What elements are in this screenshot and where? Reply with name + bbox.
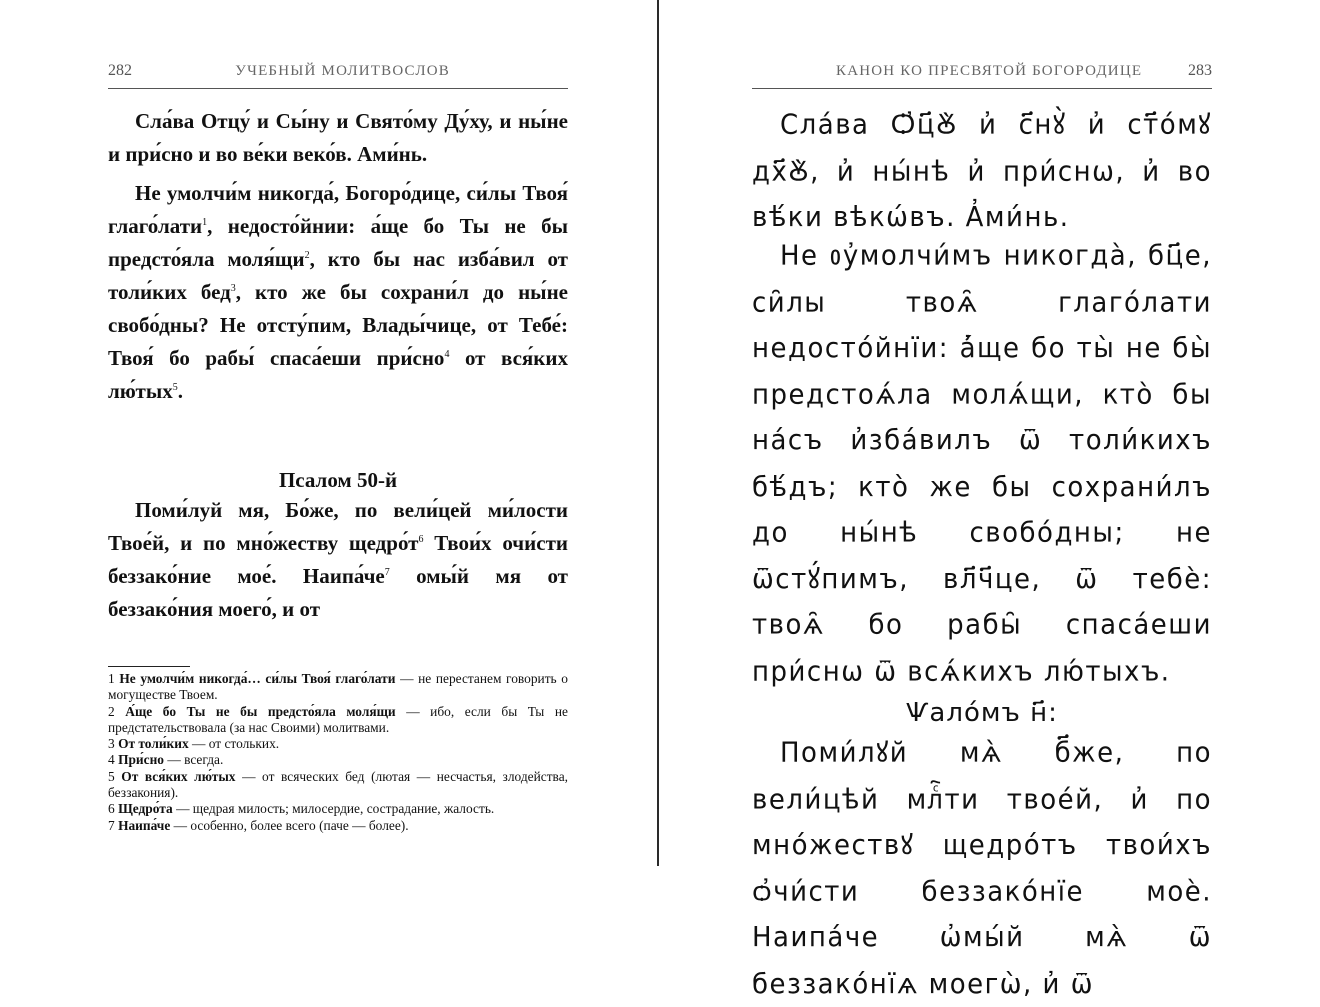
cs-psalm-title: Ѱало́мъ н҃:	[752, 695, 1212, 731]
psalm-text-2: Твои́х очи́сти беззако́ние мое́. Наипа́че	[108, 531, 568, 588]
footnote-ref-6[interactable]: 6	[419, 534, 424, 545]
gutter-divider	[657, 0, 659, 866]
footnote-7	[108, 818, 568, 834]
footnote-ref-3[interactable]: 3	[231, 283, 236, 294]
footnote-number: 3	[108, 736, 115, 751]
footnote-term: А́ще бо Ты не бы предсто́яла моля́щи	[125, 704, 395, 719]
footnote-term: Не умолчи́м никогда́… си́лы Твоя́ глаго́лати	[119, 671, 395, 686]
footnote-3	[108, 736, 568, 752]
hymn-text-2: , недосто́йнии: а́ще бо Ты не бы предсто́яла моля́щи	[108, 214, 568, 271]
footnote-ref-7[interactable]: 7	[385, 567, 390, 578]
right-page-number: 283	[1188, 62, 1212, 80]
footnote-term: При́сно	[118, 752, 164, 767]
footnote-number: 2	[108, 704, 115, 719]
footnote-text: — от всяческих бед (лютая — несчастья, злодейства, беззакония).	[108, 769, 568, 800]
right-body	[752, 103, 1212, 992]
left-page	[108, 62, 568, 834]
footnote-number: 4	[108, 752, 115, 767]
right-running-head	[752, 62, 1212, 89]
footnote-number: 1	[108, 671, 115, 686]
footnote-term: Щедро́та	[118, 801, 173, 816]
footnote-text: — щедрая милость; милосердие, сострадание, жалость.	[173, 801, 495, 816]
footnote-6	[108, 801, 568, 817]
psalm-paragraph	[108, 494, 568, 626]
footnote-ref-1[interactable]: 1	[202, 217, 207, 228]
doxology-paragraph: Сла́ва Отцу́ и Сы́ну и Свято́му Ду́ху, и ны́не и при́сно и во ве́ки веко́в. Ами́нь.	[108, 105, 568, 171]
footnote-5	[108, 769, 568, 802]
left-running-title: УЧЕБНЫЙ МОЛИТВОСЛОВ	[235, 63, 450, 80]
footnote-text: — особенно, более всего (паче — более).	[170, 818, 408, 833]
footnotes	[108, 671, 568, 834]
cs-doxology-paragraph: Сла́ва Ѻ҆ц҃Ꙋ̀ и҆ с҃нꙋ̀ и҆ ст҃о́мꙋ дх҃Ꙋ̀, и҆ ны́нѣ и҆ при́снѡ, и҆ во вѣ́ки вѣкѡ́въ. А҆ми́нь.	[752, 103, 1212, 241]
left-running-head	[108, 62, 568, 89]
left-body	[108, 105, 568, 626]
left-page-number: 282	[108, 62, 132, 80]
cs-hymn-paragraph: Не ᲂу҆молчи́мъ никогда̀, бц҃е, си̑лы твоѧ̑ глаго́лати недосто́йнїи: а҆́ще бо ты̀ не бы̀ предстоѧ́ла молѧ́щи, кто̀ бы на́съ и҆зба́вилъ ѿ толи́кихъ бѣ́дъ; кто̀ же бы сохрани́лъ до ны́нѣ свобо́дны; не ѿстꙋ́пимъ, вл҃ч҃це, ѿ тебѐ: твоѧ̑ бо рабы̑ спаса́еши при́снѡ ѿ всѧ́кихъ лю́тыхъ.	[752, 234, 1212, 695]
footnote-term: От вся́ких лю́тых	[121, 769, 235, 784]
psalm-text-1: Поми́луй мя, Бо́же, по вели́цей ми́лости Твое́й, и по мно́жеству щедро́т	[108, 498, 568, 555]
footnote-number: 5	[108, 769, 115, 784]
hymn-text-5: от вся́ких лю́тых	[108, 346, 568, 403]
hymn-paragraph	[108, 177, 568, 408]
footnote-text: — ибо, если бы Ты не предстательствовала (за нас Своими) молитвами.	[108, 704, 568, 735]
footnote-1	[108, 671, 568, 704]
footnote-text: — не перестанем говорить о могуществе Твоем.	[108, 671, 568, 702]
footnote-rule	[108, 666, 190, 667]
hymn-text-6: .	[178, 379, 183, 403]
psalm-title: Псалом 50-й	[108, 466, 568, 494]
footnote-number: 7	[108, 818, 115, 833]
footnote-term: От толи́ких	[118, 736, 189, 751]
footnote-text: — всегда.	[164, 752, 223, 767]
hymn-text-1: Не умолчи́м никогда́, Богоро́дице, си́лы Твоя́ глаго́лати	[108, 181, 568, 238]
footnote-ref-4[interactable]: 4	[444, 349, 449, 360]
right-page	[752, 62, 1212, 992]
footnote-term: Наипа́че	[118, 818, 170, 833]
footnote-4	[108, 752, 568, 768]
footnote-text: — от стольких.	[189, 736, 279, 751]
footnote-ref-2[interactable]: 2	[305, 250, 310, 261]
cs-psalm-paragraph: Поми́лꙋй мѧ̀ б҃же, по вели́цѣй млⷭ҇ти твое́й, и҆ по мно́жествꙋ щедро́тъ твои́хъ ѻ҆чи́сти беззако́нїе моѐ. Наипа́че ѡ҆мы́й мѧ̀ ѿ беззако́нїѧ моегѡ̀, и҆ ѿ	[752, 731, 1212, 1007]
hymn-text-3: , кто бы нас изба́вил от толи́ких бед	[108, 247, 568, 304]
footnote-2	[108, 704, 568, 737]
psalm-text-3: омы́й мя от беззако́ния моего́, и от	[108, 564, 568, 621]
footnote-number: 6	[108, 801, 115, 816]
hymn-text-4: , кто же бы сохрани́л до ны́не свобо́дны? Не отсту́пим, Влады́чице, от Тебе́: Твоя́ бо рабы́ спаса́еши при́сно	[108, 280, 568, 370]
right-running-title: КАНОН КО ПРЕСВЯТОЙ БОГОРОДИЦЕ	[836, 63, 1142, 80]
footnote-ref-5[interactable]: 5	[173, 382, 178, 393]
